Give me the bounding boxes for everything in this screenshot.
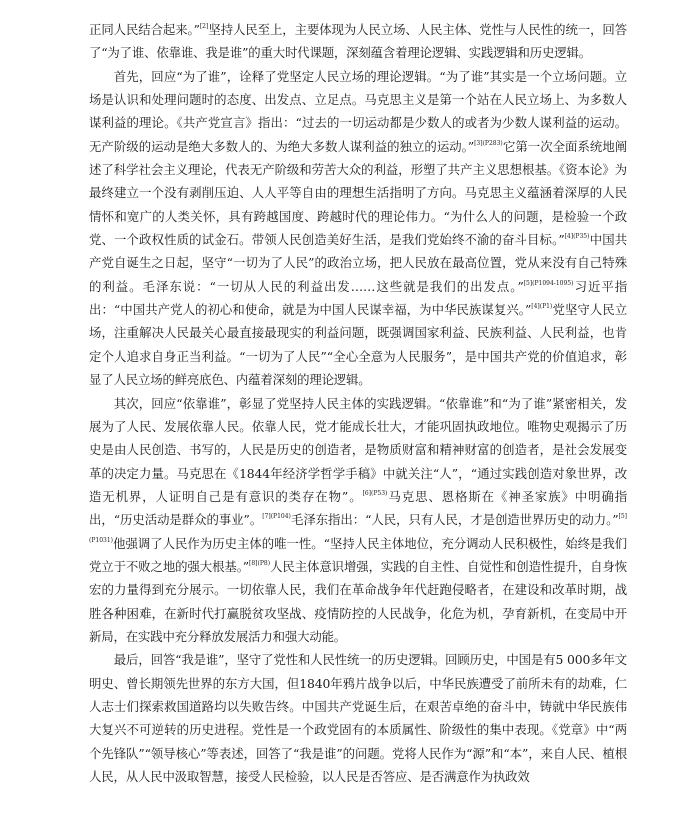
paragraph-text: 他强调了人民作为历史主体的唯一性。“坚持人民主体地位，充分调动人民积极性，始终是我们党立于不败之地的强大根基。”: [89, 535, 627, 574]
paragraph-text: 中国共产党自诞生之日起，坚守“一切为了人民”的政治立场，把人民放在最高位置，党从来没有自己特殊的利益。毛泽东说：“一切从人民的利益出发……这些就是我们的出发点。”: [89, 232, 627, 294]
citation-marker: [4](P35): [564, 233, 590, 241]
paragraph-text: 马克思、恩格斯在《神圣家族》中明确指出，“历史活动是群众的事业”。: [89, 488, 627, 528]
paragraph-text: 党坚守人民立场，注重解决人民最关心最直接最现实的利益问题，既强调国家利益、民族利益、人民利益，也肯定个人追求自身正当利益。“一切为了人民”“全心全意为人民服务”，是中国共产党的价值追求，彰显了人民立场的鲜亮底色、内蕴着深刻的理论逻辑。: [89, 302, 627, 388]
citation-marker: [2]: [199, 23, 209, 30]
body-paragraph: [89, 18, 627, 65]
citation-marker: [4](P1): [531, 303, 553, 311]
paragraph-text: 正同人民结合起来。”: [89, 22, 200, 37]
citation-marker: [5](P1094-1095): [523, 279, 574, 287]
paragraph-text: 最后，回答“我是谁”，坚守了党性和人民性统一的历史逻辑。回顾历史，中国是有5 000多年文明史、曾长期领先世界的东方大国，但1840年鸦片战争以后，中华民族遭受了前所未有的劫难，仁人志士们探索救国道路均以失败告终。中国共产党诞生后，在艰苦卓绝的奋斗中，铸就中华民族伟大复兴不可逆转的历史进程。党性是一个政党固有的本质属性、阶级性的集中表现。《党章》中“两个先锋队”“领导核心”等表述，回答了“我是谁”的问题。党将人民作为“源”和“本”，来自人民、植根人民，从人民中汲取智慧，接受人民检验，以人民是否答应、是否满意作为执政效: [89, 652, 627, 784]
paragraph-text: 习近平指出：“中国共产党人的初心和使命，就是为中国人民谋幸福，为中华民族谋复兴。”: [89, 278, 627, 318]
body-paragraph: [89, 392, 627, 649]
citation-marker: [5](P1031): [89, 513, 627, 544]
paragraph-text: 坚持人民至上，主要体现为人民立场、人民主体、党性与人民性的统一，回答了“为了谁、依靠谁、我是谁”的重大时代课题，深刻蕴含着理论逻辑、实践逻辑和历史逻辑。: [89, 22, 627, 61]
citation-marker: [6](P53): [362, 489, 388, 497]
paragraph-text: 毛泽东指出：“人民，只有人民，才是创造世界历史的动力。”: [290, 512, 619, 528]
body-paragraph: [89, 648, 627, 788]
citation-marker: [3](P283): [474, 139, 503, 147]
paragraph-text: 首先，回应“为了谁”，诠释了党坚定人民立场的理论逻辑。“为了谁”其实是一个立场问题。立场是认识和处理问题时的态度、出发点、立足点。马克思主义是第一个站在人民立场上、为多数人谋利益的理论。《共产党宣言》指出：“过去的一切运动都是少数人的或者为少数人谋利益的运动。无产阶级的运动是绝大多数人的、为绝大多数人谋利益的独立的运动。”: [89, 68, 627, 154]
citation-marker: [8](P8): [249, 559, 271, 567]
body-paragraph: [89, 65, 627, 392]
paragraph-text: 它第一次全面系统地阐述了科学社会主义理论，代表无产阶级和劳苦大众的利益，形塑了共产主义思想根基。《资本论》为最终建立一个没有剥削压迫、人人平等自由的理想生活指明了方向。马克思主义蕴涵着深厚的人民情怀和宽广的人类关怀，具有跨越国度、跨越时代的理论伟力。“为什么人的问题，是检验一个政党、一个政权性质的试金石。带领人民创造美好生活，是我们党始终不渝的奋斗目标。”: [89, 138, 627, 248]
paragraph-text: 人民主体意识增强，实践的自主性、自觉性和创造性提升，自身恢宏的力量得到充分展示。一切依靠人民，我们在革命战争年代赶跑侵略者，在建设和改革时期，战胜各种困难，在新时代打赢脱贫攻坚战、疫情防控的人民战争，化危为机，孕育新机，在变局中开新局，在实践中充分释放发展活力和强大动能。: [89, 558, 627, 644]
paragraph-text: 其次，回应“依靠谁”，彰显了党坚持人民主体的实践逻辑。“依靠谁”和“为了谁”紧密相关，发展为了人民、发展依靠人民。依靠人民，党才能成长壮大，才能巩固执政地位。唯物史观揭示了历史是由人民创造、书写的，人民是历史的创造者，是物质财富和精神财富的创造者，是社会发展变革的决定力量。马克思在《1844年经济学哲学手稿》中就关注“人”，“通过实践创造对象世界，改造无机界，人证明自己是有意识的类存在物”。: [89, 395, 627, 504]
citation-marker: [7](P104): [262, 513, 291, 521]
article-page: [89, 18, 627, 838]
